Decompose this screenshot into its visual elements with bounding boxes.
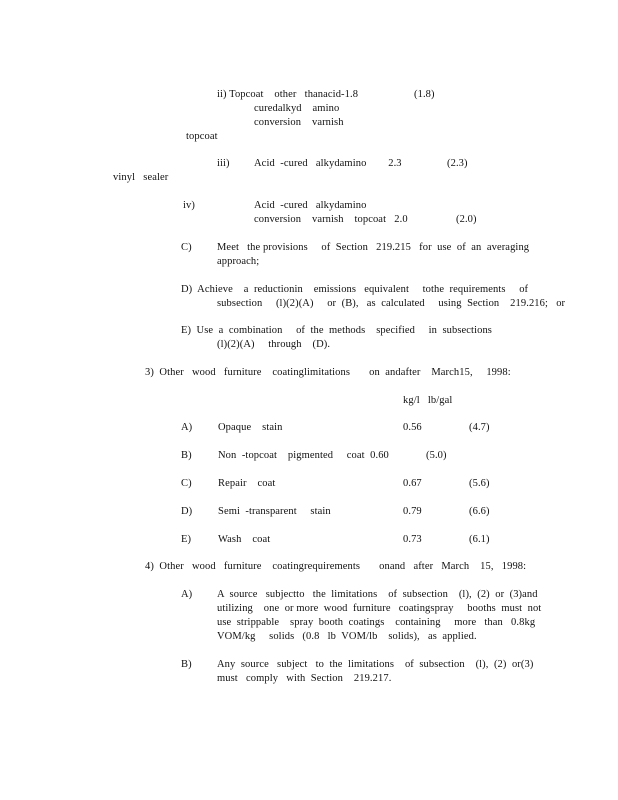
item-e-line1: E) Use a combination of the methods specified in subsections bbox=[181, 325, 492, 336]
table-row-kg: 0.67 bbox=[403, 478, 422, 489]
table-row-lb: (6.1) bbox=[469, 534, 490, 545]
table-row-letter: A) bbox=[181, 422, 193, 433]
section-4-a-line2: utilizing one or more wood furniture coatingspray booths must not bbox=[217, 603, 542, 614]
item-ii-line2: curedalkyd amino bbox=[254, 103, 340, 114]
item-c-letter: C) bbox=[181, 242, 192, 253]
item-c-line2: approach; bbox=[217, 256, 260, 267]
table-row-kg: 0.56 bbox=[403, 422, 422, 433]
item-e-line2: (l)(2)(A) through (D). bbox=[217, 339, 331, 350]
section-4-heading: 4) Other wood furniture coatingrequirements onand after March 15, 1998: bbox=[145, 561, 527, 572]
item-d-line1: D) Achieve a reductionin emissions equivalent tothe requirements of bbox=[181, 284, 529, 295]
table-row-name: Opaque stain bbox=[218, 422, 283, 433]
table-row-letter: D) bbox=[181, 506, 193, 517]
table-row-letter: B) bbox=[181, 450, 192, 461]
table-row-letter: E) bbox=[181, 534, 192, 545]
item-iii-line1: Acid -cured alkydamino 2.3 bbox=[254, 158, 402, 169]
item-ii-line3: conversion varnish bbox=[254, 117, 344, 128]
item-d-line2: subsection (l)(2)(A) or (B), as calculated using Section 219.216; or bbox=[217, 298, 566, 309]
item-iv-label: iv) bbox=[183, 200, 195, 211]
section-3-heading: 3) Other wood furniture coatinglimitations on andafter March15, 1998: bbox=[145, 367, 511, 378]
item-iii-value: (2.3) bbox=[447, 158, 468, 169]
table-row-kg: 0.79 bbox=[403, 506, 422, 517]
item-iv-value: (2.0) bbox=[456, 214, 477, 225]
table-row-name: Wash coat bbox=[218, 534, 271, 545]
table-row-lb: (6.6) bbox=[469, 506, 490, 517]
section-4-a-line1: A source subjectto the limitations of subsection (l), (2) or (3)and bbox=[217, 589, 538, 600]
item-ii-line4: topcoat bbox=[186, 131, 218, 142]
item-c-line1: Meet the provisions of Section 219.215 for use of an averaging bbox=[217, 242, 530, 253]
table-row-lb: (5.0) bbox=[426, 450, 447, 461]
section-4-a-line3: use strippable spray booth coatings containing more than 0.8kg bbox=[217, 617, 536, 628]
item-iv-line2: conversion varnish topcoat 2.0 bbox=[254, 214, 408, 225]
section-4-b-letter: B) bbox=[181, 659, 192, 670]
table-row-kg: 0.73 bbox=[403, 534, 422, 545]
item-iii-line2: vinyl sealer bbox=[113, 172, 169, 183]
section-4-a-letter: A) bbox=[181, 589, 193, 600]
table-row-name: Repair coat bbox=[218, 478, 276, 489]
table-row-name: Non -topcoat pigmented coat 0.60 bbox=[218, 450, 389, 461]
table-row-letter: C) bbox=[181, 478, 192, 489]
table-row-name: Semi -transparent stain bbox=[218, 506, 331, 517]
section-4-a-line4: VOM/kg solids (0.8 lb VOM/lb solids), as applied. bbox=[217, 631, 477, 642]
item-iv-line1: Acid -cured alkydamino bbox=[254, 200, 367, 211]
table-row-lb: (5.6) bbox=[469, 478, 490, 489]
table-header-units: kg/l lb/gal bbox=[403, 395, 453, 406]
table-row-lb: (4.7) bbox=[469, 422, 490, 433]
section-4-b-line1: Any source subject to the limitations of subsection (l), (2) or(3) bbox=[217, 659, 534, 670]
item-ii-value: (1.8) bbox=[414, 89, 435, 100]
item-iii-label: iii) bbox=[217, 158, 230, 169]
item-ii-line1: ii) Topcoat other thanacid-1.8 bbox=[217, 89, 359, 100]
section-4-b-line2: must comply with Section 219.217. bbox=[217, 673, 392, 684]
